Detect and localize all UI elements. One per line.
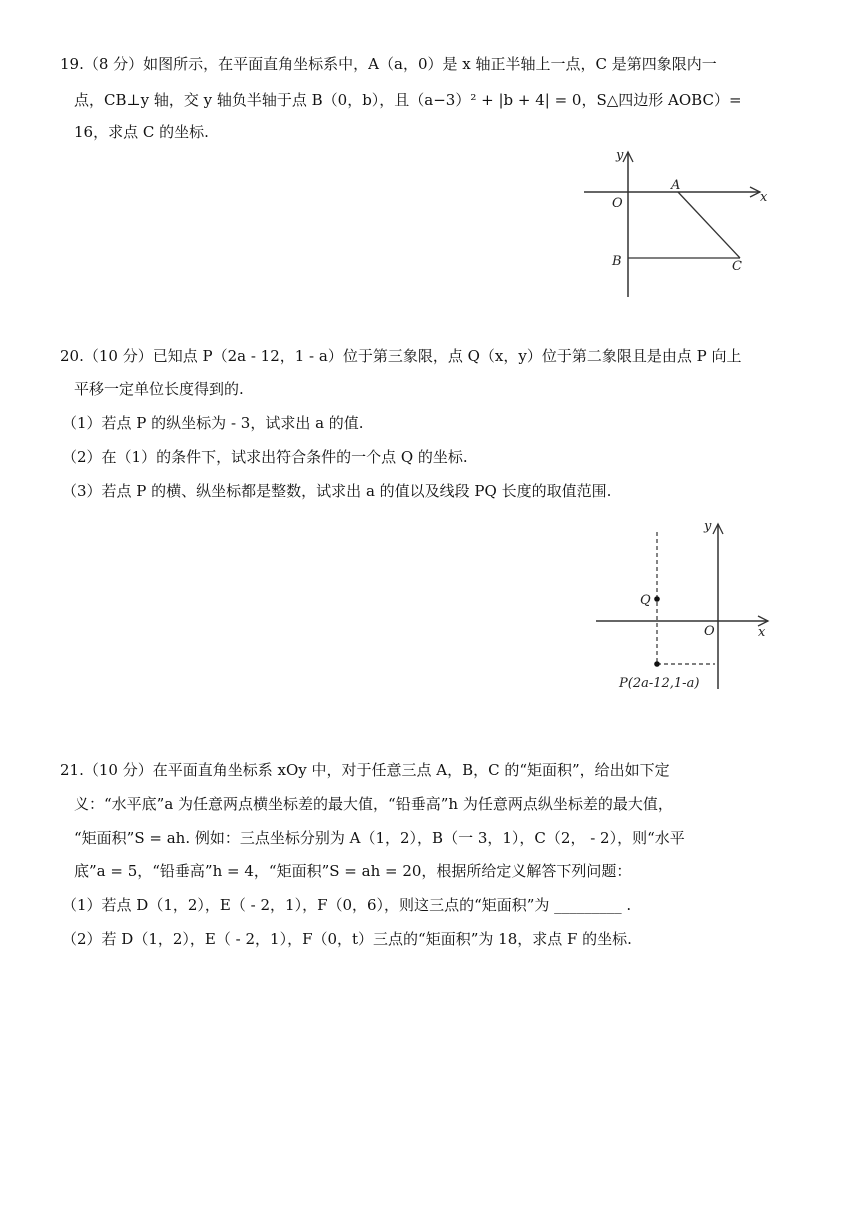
q20-point-p — [654, 661, 660, 667]
q20-point-q — [654, 596, 660, 602]
q20-label-y: y — [704, 519, 712, 534]
q19-label-origin: O — [612, 196, 623, 211]
q19-label-x: x — [760, 190, 768, 205]
q20-label-origin: O — [704, 624, 715, 639]
q19-segment-ac — [678, 192, 740, 258]
q21-line-4: 底”a = 5，“铅垂高”h = 4，“矩面积”S = ah = 20，根据所给定义解答下列问题： — [74, 862, 632, 880]
q19-label-a: A — [671, 178, 681, 193]
q20-label-p: P(2a-12,1-a) — [619, 676, 700, 691]
q20-label-q: Q — [640, 593, 651, 608]
q19-line-3: 16，求点 C 的坐标. — [74, 123, 209, 141]
q19-label-y: y — [616, 148, 624, 163]
q20-coordinate-figure — [590, 514, 790, 694]
q20-part-1: （1）若点 P 的纵坐标为 - 3，试求出 a 的值. — [62, 414, 364, 432]
q19-coordinate-figure — [570, 140, 790, 305]
q19-label-c: C — [732, 259, 742, 274]
q20-part-3: （3）若点 P 的横、纵坐标都是整数，试求出 a 的值以及线段 PQ 长度的取值范围. — [62, 482, 612, 500]
q20-part-2: （2）在（1）的条件下，试求出符合条件的一个点 Q 的坐标. — [62, 448, 468, 466]
q21-line-3: “矩面积”S = ah. 例如：三点坐标分别为 A（1，2），B（一 3，1），C（2， - 2），则“水平 — [74, 829, 685, 847]
q21-line-1: 21.（10 分）在平面直角坐标系 xOy 中，对于任意三点 A，B，C 的“矩面积”，给出如下定 — [60, 761, 670, 779]
q21-line-2: 义：“水平底”a 为任意两点横坐标差的最大值，“铅垂高”h 为任意两点纵坐标差的最大值， — [74, 795, 673, 813]
q19-label-b: B — [612, 254, 622, 269]
q19-line-2: 点，CB⊥y 轴，交 y 轴负半轴于点 B（0，b），且（a−3）² + |b + 4| = 0，S△四边形 AOBC）= — [74, 91, 742, 109]
q19-line-1: 19.（8 分）如图所示，在平面直角坐标系中，A（a，0）是 x 轴正半轴上一点，C 是第四象限内一 — [60, 55, 717, 73]
q20-line-1: 20.（10 分）已知点 P（2a - 12，1 - a）位于第三象限，点 Q（x，y）位于第二象限且是由点 P 向上 — [60, 347, 742, 365]
q21-part-2: （2）若 D（1，2），E（ - 2，1），F（0，t）三点的“矩面积”为 18，求点 F 的坐标. — [62, 930, 632, 948]
q20-line-2: 平移一定单位长度得到的. — [74, 380, 244, 398]
q20-label-x: x — [758, 625, 766, 640]
q21-part-1: （1）若点 D（1，2），E（ - 2，1），F（0，6），则这三点的“矩面积”为 _________ . — [62, 896, 632, 914]
